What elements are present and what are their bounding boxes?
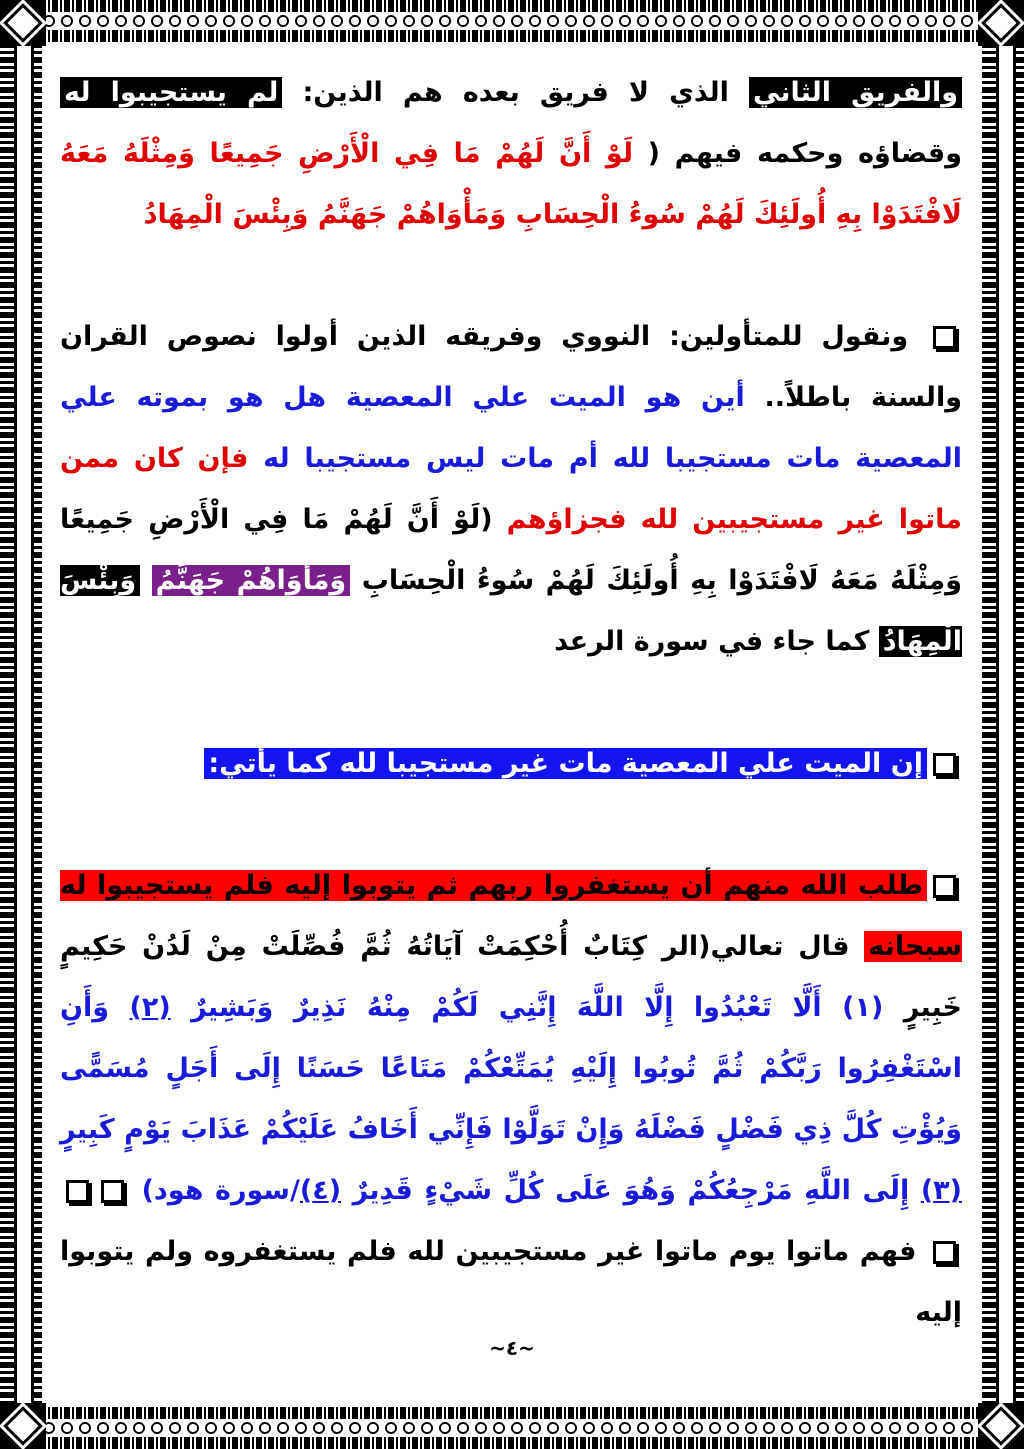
checkbox-bullet-icon — [933, 875, 956, 898]
corner-ornament-icon — [978, 0, 1024, 46]
verse-number: (٣) — [920, 1175, 962, 1206]
text-span: قال تعالي(الر كِتَابٌ أُحْكِمَتْ آيَاتُهُ ثُمَّ فُصِّلَتْ مِنْ لَدُنْ حَكِيمٍ خَبِيرٍ — [60, 931, 963, 1023]
text-span: فهم ماتوا يوم ماتوا غير مستجيبين لله فلم يستغفروه ولم يتوبوا إليه — [60, 1236, 962, 1328]
page-border-right — [982, 0, 1024, 1449]
paragraph-interpreters — [60, 306, 962, 672]
quran-verse: إِلَى اللَّهِ مَرْجِعُكُمْ وَهُوَ عَلَى كُلِّ شَيْءٍ قَدِيرٌ — [352, 1175, 910, 1206]
spacer — [60, 672, 962, 733]
section-heading: إن الميت علي المعصية مات غير مستجيبا لله كما يأتي: — [204, 748, 927, 779]
checkbox-bullet-icon — [933, 753, 956, 776]
paragraph-second-group — [60, 62, 962, 245]
question-text: أين هو الميت علي المعصية هل هو بموته علي المعصية مات مستجيبا لله أم مات ليس مستجيبا له — [60, 382, 962, 474]
checkbox-bullet-icon — [101, 1180, 124, 1203]
quran-verse: (لَوْ أَنَّ لَهُمْ مَا فِي الْأَرْضِ جَمِيعًا وَمِثْلَهُ مَعَهُ لَافْتَدَوْا بِهِ أُولَئِكَ لَهُمْ سُوءُ الْحِسَابِ — [60, 504, 962, 596]
page-border-bottom — [0, 1407, 1024, 1449]
highlight-request: طلب الله منهم أن يستغفروا ربهم ثم يتوبوا إليه فلم يستجيبوا له سبحانه — [60, 870, 962, 962]
quran-verse: وَأَنِ اسْتَغْفِرُوا رَبَّكُمْ ثُمَّ تُوبُوا إِلَيْهِ يُمَتِّعْكُمْ مَتَاعًا حَسَنًا إِلَى أَجَلٍ مُسَمًّى وَيُؤْتِ كُلَّ ذِي فَضْلٍ فَضْلَهُ وَإِنْ تَوَلَّوْا فَإِنِّي أَخَافُ عَلَيْكُمْ عَذَابَ يَوْمٍ كَبِيرٍ — [60, 992, 962, 1145]
text-span: ونقول للمتأولين: النووي وفريقه الذين أولوا نصوص القران والسنة باطلاً.. — [60, 321, 962, 413]
page-number: ~٤~ — [489, 1336, 535, 1360]
paragraph-hud-verses — [60, 855, 962, 1343]
spacer — [60, 245, 962, 306]
text-span: الذي لا فريق بعده هم الذين: — [302, 77, 729, 108]
quran-verse: (١) أَلَّا تَعْبُدُوا إِلَّا اللَّهَ إِنَّنِي لَكُمْ مِنْهُ نَذِيرٌ وَبَشِيرٌ — [191, 992, 884, 1023]
conclusion-text: فإن كان ممن ماتوا غير مستجيبين لله فجزاؤهم — [60, 443, 962, 535]
highlight-evil-resting: وَبِئْسَ الْمِهَادُ — [60, 565, 962, 657]
checkbox-bullet-icon — [933, 326, 956, 349]
corner-ornament-icon — [978, 1403, 1024, 1449]
checkbox-bullet-icon — [933, 1241, 956, 1264]
text-span: كما جاء في سورة الرعد — [554, 626, 870, 657]
page-border-top — [0, 0, 1024, 42]
highlight-abode-hell: وَمَأْوَاهُمْ جَهَنَّمُ — [152, 565, 351, 596]
surah-reference: /سورة هود) — [141, 1175, 300, 1206]
quran-verse: لَوْ أَنَّ لَهُمْ مَا فِي الْأَرْضِ جَمِيعًا وَمِثْلَهُ مَعَهُ لَافْتَدَوْا بِهِ أُولَئِكَ لَهُمْ سُوءُ الْحِسَابِ وَمَأْوَاهُمْ جَهَنَّمُ وَبِئْسَ الْمِهَادُ — [60, 138, 962, 230]
highlight-second-group: والفريق الثاني — [749, 77, 962, 108]
verse-number: (٢) — [129, 992, 171, 1023]
paragraph-heading — [60, 733, 962, 794]
page-border-left — [0, 0, 42, 1449]
highlight-not-respond: لم يستجيبوا له — [60, 77, 282, 108]
spacer — [60, 794, 962, 855]
checkbox-bullet-icon — [66, 1180, 89, 1203]
verse-number: (٤) — [299, 1175, 342, 1206]
page-content — [60, 62, 962, 1343]
text-span: وقضاؤه وحكمه فيهم ( — [647, 138, 962, 169]
corner-ornament-icon — [0, 0, 46, 46]
corner-ornament-icon — [0, 1403, 46, 1449]
